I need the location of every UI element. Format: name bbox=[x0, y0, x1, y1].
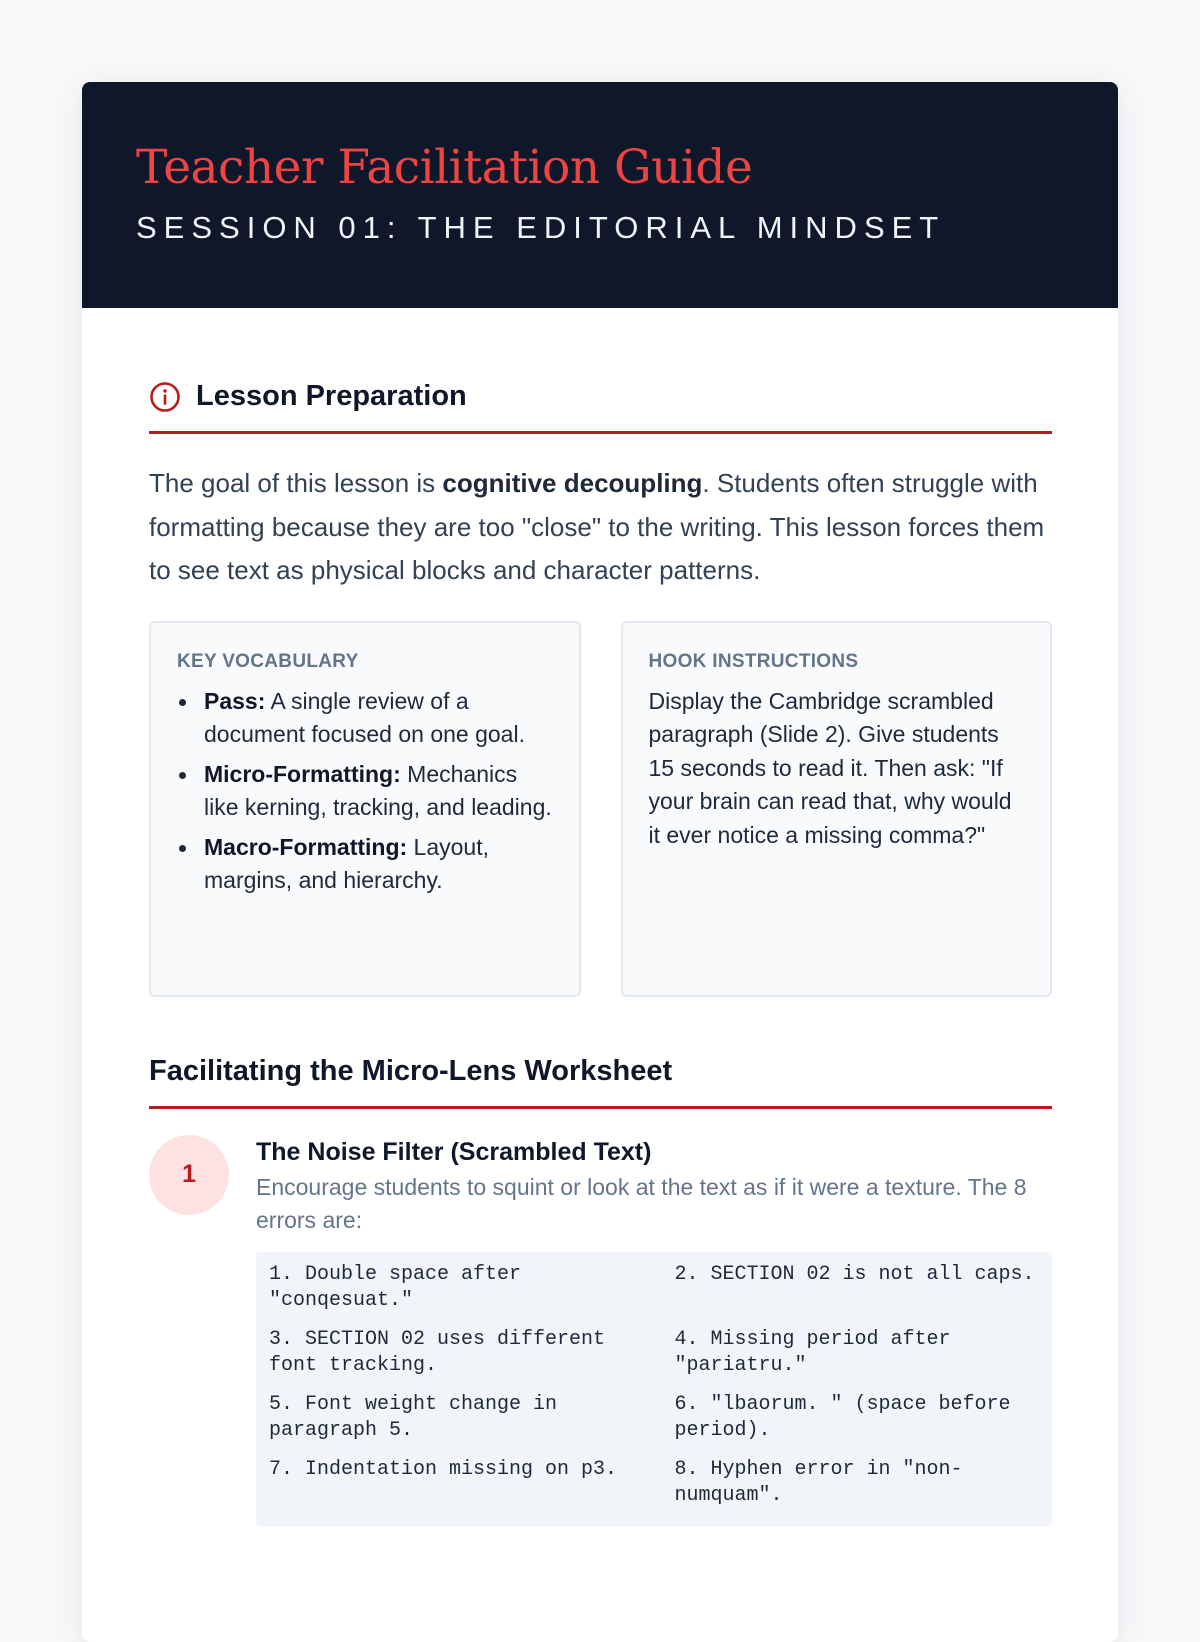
guide-card bbox=[82, 82, 1118, 1642]
hook-instructions-box bbox=[621, 621, 1053, 997]
error-list-block bbox=[256, 1252, 1052, 1526]
prep-boxes bbox=[149, 621, 1052, 997]
vocabulary-term: Pass: bbox=[204, 687, 266, 714]
intro-emphasis: cognitive decoupling bbox=[442, 468, 703, 498]
worksheet-step bbox=[149, 1135, 1052, 1526]
vocabulary-term: Micro-Formatting: bbox=[204, 760, 401, 787]
step-title: The Noise Filter (Scrambled Text) bbox=[256, 1137, 652, 1166]
vocabulary-item bbox=[177, 758, 553, 824]
vocabulary-list bbox=[177, 685, 553, 897]
step-body bbox=[256, 1135, 1052, 1526]
vocabulary-definition: A single review of a document focused on one goal. bbox=[204, 687, 525, 747]
vocabulary-item bbox=[177, 685, 553, 751]
hook-instructions-label: HOOK INSTRUCTIONS bbox=[648, 650, 859, 672]
lesson-preparation-heading: Lesson Preparation bbox=[196, 380, 467, 412]
page-title: Teacher Facilitation Guide bbox=[136, 140, 753, 195]
vocabulary-term: Macro-Formatting: bbox=[204, 833, 408, 860]
error-item: 7. Indentation missing on p3. bbox=[269, 1457, 618, 1481]
error-item: 3. SECTION 02 uses different font tracking. bbox=[269, 1327, 606, 1377]
worksheet-section bbox=[149, 1055, 1052, 1526]
lesson-preparation-header bbox=[149, 380, 1052, 434]
hook-instructions-text: Display the Cambridge scrambled paragraph (Slide 2). Give students 15 seconds to read it. Then ask: "If your brain can read that, why would it ever notice a missing comma?" bbox=[648, 687, 1012, 848]
key-vocabulary-label: KEY VOCABULARY bbox=[177, 650, 359, 672]
worksheet-heading: Facilitating the Micro-Lens Worksheet bbox=[149, 1054, 673, 1087]
key-vocabulary-box bbox=[149, 621, 581, 997]
worksheet-header bbox=[149, 1055, 1052, 1109]
step-number-badge: 1 bbox=[149, 1135, 229, 1215]
intro-text-end: . Students often struggle with formatting because they are too "close" to the writing. This lesson forces them to see text as physical blocks and character patterns. bbox=[149, 468, 1045, 585]
error-item: 6. "lbaorum. " (space before period). bbox=[674, 1392, 1011, 1442]
guide-content bbox=[82, 308, 1118, 1526]
info-icon bbox=[149, 381, 181, 413]
vocabulary-definition: Layout, margins, and hierarchy. bbox=[204, 833, 490, 893]
lesson-goal-paragraph bbox=[149, 462, 1052, 593]
session-subtitle: SESSION 01: THE EDITORIAL MINDSET bbox=[136, 210, 946, 245]
step-description: Encourage students to squint or look at the text as if it were a texture. The 8 errors are: bbox=[256, 1173, 1027, 1233]
vocabulary-item bbox=[177, 831, 553, 897]
error-item: 8. Hyphen error in "non-numquam". bbox=[674, 1457, 963, 1507]
error-item: 1. Double space after "conqesuat." bbox=[269, 1262, 522, 1312]
vocabulary-definition: Mechanics like kerning, tracking, and leading. bbox=[204, 760, 552, 820]
error-item: 5. Font weight change in paragraph 5. bbox=[269, 1392, 558, 1442]
error-item: 4. Missing period after "pariatru." bbox=[674, 1327, 951, 1377]
lesson-preparation-section bbox=[149, 380, 1052, 997]
error-item: 2. SECTION 02 is not all caps. bbox=[674, 1262, 1035, 1286]
intro-text-start: The goal of this lesson is bbox=[149, 468, 443, 498]
guide-header bbox=[82, 82, 1118, 308]
